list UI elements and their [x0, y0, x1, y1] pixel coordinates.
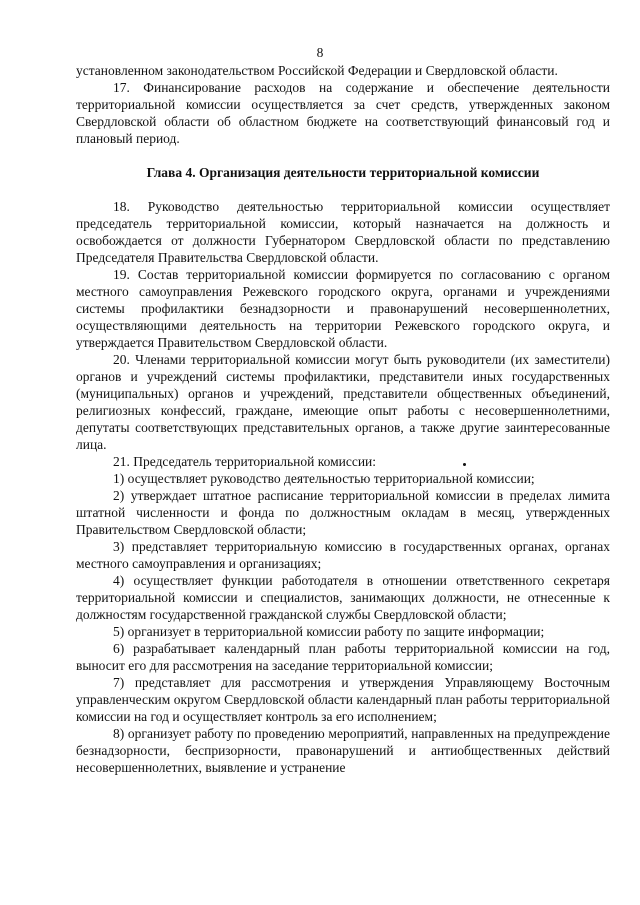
chapter-heading: Глава 4. Организация деятельности территориальной комиссии	[146, 165, 540, 180]
paragraph-continuation: установленном законодательством Российской Федерации и Свердловской области.	[76, 63, 558, 78]
paragraph-20: 20. Членами территориальной комиссии могут быть руководители (их заместители) органов и учреждений системы профилактики, представители иных государственных (муниципальных) органов и учреждений, представители общественных объединений, религиозных конфессий, граждане, имеющие опыт работы с несовершеннолетними, депутаты соответствующих представительных органов, а также другие заинтересованные лица.	[76, 352, 610, 452]
document-body	[76, 62, 610, 776]
list-item-3: 3) представляет территориальную комиссию в государственных органах, органах местного самоуправления и организациях;	[76, 539, 610, 571]
paragraph-19: 19. Состав территориальной комиссии формируется по согласованию с органом местного самоуправления Режевского городского округа, органами и учреждениями системы профилактики безнадзорности и правонарушений несовершеннолетних, осуществляющими деятельность на территории Режевского городского округа, и утверждается Правительством Свердловской области.	[76, 267, 610, 350]
list-item-4: 4) осуществляет функции работодателя в отношении ответственного секретаря территориальной комиссии и специалистов, занимающих должности, не отнесенные к должностям государственной гражданской службы Свердловской области;	[76, 573, 610, 622]
list-item-8: 8) организует работу по проведению мероприятий, направленных на предупреждение безнадзорности, беспризорности, правонарушений и антиобщественных действий несовершеннолетних, выявление и устранение	[76, 726, 610, 775]
paragraph-18: 18. Руководство деятельностью территориальной комиссии осуществляет председатель территориальной комиссии, который назначается на должность и освобождается от должности Губернатором Свердловской области по представлению Председателя Правительства Свердловской области.	[76, 199, 610, 265]
paragraph-21: 21. Председатель территориальной комиссии:	[113, 454, 377, 469]
paragraph-17: 17. Финансирование расходов на содержание и обеспечение деятельности территориальной комиссии осуществляется за счет средств, утвержденных законом Свердловской области об областном бюджете на соответствующий финансовый год и плановый период.	[76, 80, 610, 146]
scan-speck	[463, 463, 466, 466]
list-item-5: 5) организует в территориальной комиссии работу по защите информации;	[113, 624, 545, 639]
list-item-6: 6) разрабатывает календарный план работы территориальной комиссии на год, выносит его для рассмотрения на заседание территориальной комиссии;	[76, 641, 610, 673]
page-number: 8	[316, 45, 324, 60]
list-item-7: 7) представляет для рассмотрения и утверждения Управляющему Восточным управленческим округом Свердловской области календарный план работы территориальной комиссии на год и осуществляет контроль за его исполнением;	[76, 675, 610, 724]
list-item-2: 2) утверждает штатное расписание территориальной комиссии в пределах лимита штатной численности и фонда по должностным окладам в месяц, утвержденных Правительством Свердловской области;	[76, 488, 610, 537]
list-item-1: 1) осуществляет руководство деятельностью территориальной комиссии;	[113, 471, 535, 486]
